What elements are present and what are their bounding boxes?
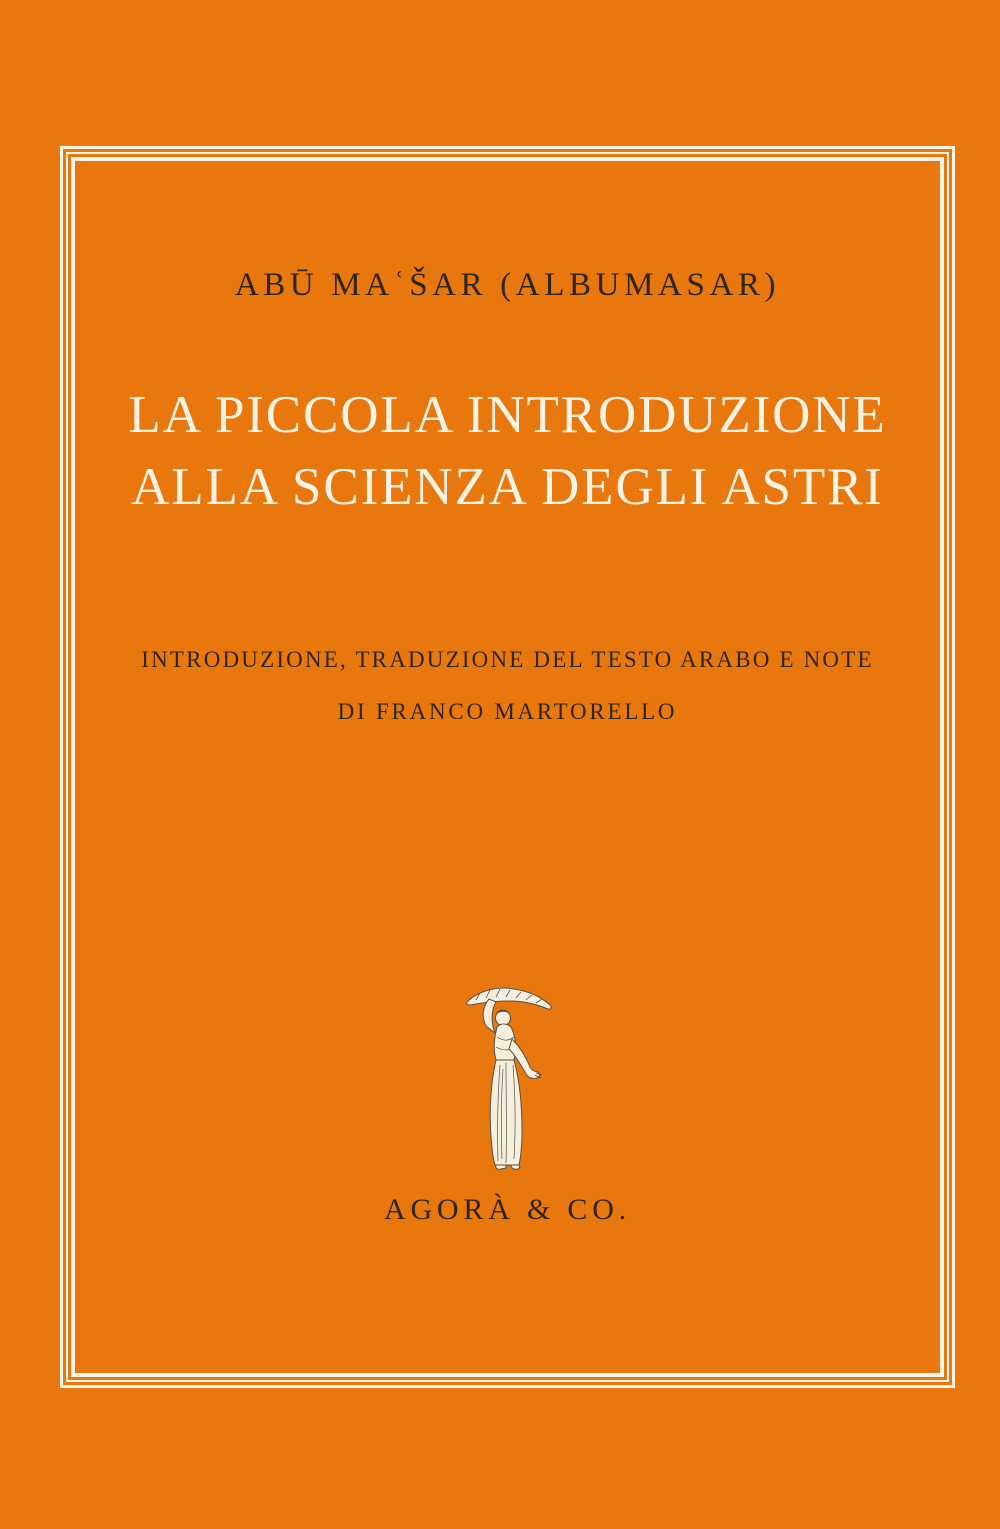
cover-content bbox=[75, 161, 940, 1373]
cover-frame bbox=[60, 146, 955, 1388]
subtitle-line-2: DI FRANCO MARTORELLO bbox=[337, 699, 678, 724]
subtitle bbox=[141, 645, 873, 727]
cover-frame-middle-rule bbox=[66, 152, 949, 1382]
book-title bbox=[128, 379, 886, 523]
title-line-1: LA PICCOLA INTRODUZIONE bbox=[128, 386, 887, 444]
cover-frame-inner-rule bbox=[71, 157, 944, 1377]
subtitle-line-1: INTRODUZIONE, TRADUZIONE DEL TESTO ARABO E NOTE bbox=[141, 647, 874, 672]
title-line-2: ALLA SCIENZA DEGLI ASTRI bbox=[131, 458, 884, 516]
publisher-logo-woman-with-sheaf-icon bbox=[456, 979, 560, 1171]
publisher-name: AGORÀ & CO. bbox=[384, 1193, 631, 1226]
author-name: ABŪ MAʿŠAR (ALBUMASAR) bbox=[234, 267, 781, 303]
